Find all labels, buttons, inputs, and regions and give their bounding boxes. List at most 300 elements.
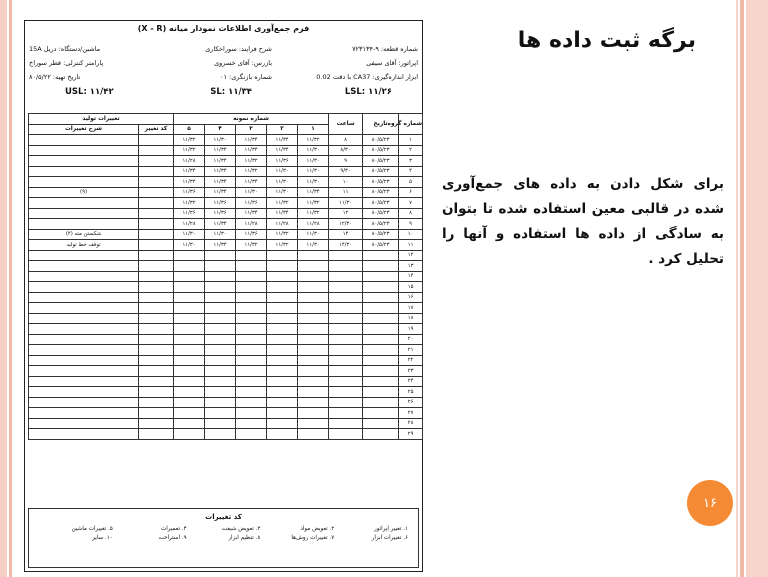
- sample-cell: ۱۱/۳۰: [236, 187, 267, 198]
- change-code-item: ۲. تعویض مواد: [300, 526, 335, 532]
- empty-cell: [267, 292, 298, 303]
- group-cell: ۳: [399, 156, 423, 167]
- right-decor-stripe-thinner: [736, 0, 738, 577]
- table-row: [29, 156, 423, 167]
- col-time: ساعت: [329, 114, 363, 135]
- page-number-badge: ۱۶: [687, 480, 733, 526]
- time-cell: ۱۱/۳۰: [329, 198, 363, 209]
- empty-cell: [236, 408, 267, 419]
- sample-cell: ۱۱/۳۲: [267, 198, 298, 209]
- empty-cell: [329, 408, 363, 419]
- usl-value: USL: ۱۱/۴۲: [65, 87, 114, 97]
- empty-cell: [267, 303, 298, 314]
- empty-cell: [29, 250, 139, 261]
- sample-cell: ۱۱/۳۶: [205, 198, 236, 209]
- empty-cell: [29, 324, 139, 335]
- change-code-cell: [139, 198, 174, 209]
- date-cell: ۸۰/۵/۲۳: [363, 208, 399, 219]
- col-sample-4: ۴: [205, 124, 236, 135]
- empty-cell: [236, 366, 267, 377]
- sample-cell: ۱۱/۳۰: [205, 135, 236, 146]
- empty-cell: [267, 408, 298, 419]
- group-cell: ۴: [399, 166, 423, 177]
- empty-cell: [329, 303, 363, 314]
- table-row: [29, 313, 423, 324]
- data-table: [28, 113, 423, 440]
- sample-cell: ۱۱/۳۴: [236, 135, 267, 146]
- sample-cell: ۱۱/۳۴: [174, 177, 205, 188]
- empty-cell: [236, 271, 267, 282]
- change-desc-cell: [29, 166, 139, 177]
- sample-cell: ۱۱/۳۶: [174, 187, 205, 198]
- sample-cell: ۱۱/۳۰: [267, 187, 298, 198]
- empty-cell: [174, 282, 205, 293]
- empty-cell: [363, 387, 399, 398]
- sample-cell: ۱۱/۳۴: [205, 187, 236, 198]
- empty-cell: [236, 282, 267, 293]
- empty-cell: [29, 334, 139, 345]
- empty-cell: [267, 366, 298, 377]
- date-cell: ۸۰/۵/۲۳: [363, 198, 399, 209]
- gauge: ابزار اندازه‌گیری: CA37 با دقت 0.02: [316, 73, 418, 81]
- group-cell: ۲۷: [399, 408, 423, 419]
- table-row: [29, 355, 423, 366]
- empty-cell: [298, 376, 329, 387]
- change-code-cell: [139, 166, 174, 177]
- table-row: [29, 250, 423, 261]
- col-date: تاریخ: [363, 114, 399, 135]
- sample-cell: ۱۱/۳۴: [205, 145, 236, 156]
- sample-cell: ۱۱/۳۰: [205, 229, 236, 240]
- col-group-no: شماره گروه: [399, 114, 423, 135]
- table-row: [29, 219, 423, 230]
- empty-cell: [139, 418, 174, 429]
- group-cell: ۱۰: [399, 229, 423, 240]
- empty-cell: [236, 345, 267, 356]
- group-cell: ۱۳: [399, 261, 423, 272]
- control-param: پارامتر کنترلی: قطر سوراخ: [29, 59, 104, 67]
- empty-cell: [329, 387, 363, 398]
- sample-cell: ۱۱/۲۸: [174, 156, 205, 167]
- empty-cell: [329, 271, 363, 282]
- empty-cell: [139, 408, 174, 419]
- group-cell: ۹: [399, 219, 423, 230]
- empty-cell: [363, 397, 399, 408]
- group-cell: ۵: [399, 177, 423, 188]
- change-desc-cell: [29, 208, 139, 219]
- empty-cell: [267, 418, 298, 429]
- group-cell: ۲: [399, 145, 423, 156]
- left-decor-stripe: [0, 0, 7, 577]
- change-code-item: ۸. تنظیم ابزار: [228, 535, 261, 541]
- group-cell: ۲۳: [399, 366, 423, 377]
- group-cell: ۱۷: [399, 303, 423, 314]
- change-code-item: ۵. تغییرات ماشین: [71, 526, 113, 532]
- empty-cell: [236, 355, 267, 366]
- time-cell: ۱۱: [329, 187, 363, 198]
- empty-cell: [363, 271, 399, 282]
- table-row: [29, 271, 423, 282]
- empty-cell: [363, 313, 399, 324]
- sample-cell: ۱۱/۳۴: [236, 145, 267, 156]
- empty-cell: [298, 345, 329, 356]
- empty-cell: [174, 387, 205, 398]
- group-cell: ۱۶: [399, 292, 423, 303]
- empty-cell: [363, 418, 399, 429]
- sample-cell: ۱۱/۳۴: [298, 187, 329, 198]
- empty-cell: [205, 313, 236, 324]
- empty-cell: [298, 261, 329, 272]
- change-desc-cell: [29, 135, 139, 146]
- col-sample-2: ۲: [267, 124, 298, 135]
- empty-cell: [205, 324, 236, 335]
- change-codes-box: [28, 508, 419, 568]
- group-cell: ۲۸: [399, 418, 423, 429]
- time-cell: ۱۴/۳۰: [329, 240, 363, 251]
- sample-cell: ۱۱/۳۶: [236, 229, 267, 240]
- empty-cell: [298, 334, 329, 345]
- empty-cell: [329, 334, 363, 345]
- date-cell: ۸۰/۵/۲۳: [363, 135, 399, 146]
- empty-cell: [329, 292, 363, 303]
- table-row: [29, 345, 423, 356]
- time-cell: ۹: [329, 156, 363, 167]
- empty-cell: [29, 345, 139, 356]
- empty-cell: [267, 250, 298, 261]
- machine: ماشین/دستگاه: دریل 15A: [29, 45, 101, 53]
- change-code-item: ۶. تغییرات ابزار: [371, 535, 408, 541]
- empty-cell: [236, 261, 267, 272]
- empty-cell: [267, 334, 298, 345]
- empty-cell: [329, 261, 363, 272]
- group-cell: ۶: [399, 187, 423, 198]
- empty-cell: [174, 292, 205, 303]
- empty-cell: [236, 313, 267, 324]
- group-cell: ۱: [399, 135, 423, 146]
- change-code-item: ۹. استراحت: [158, 535, 187, 541]
- empty-cell: [363, 250, 399, 261]
- empty-cell: [139, 303, 174, 314]
- codes-title: کد تغییرات: [205, 513, 242, 521]
- empty-cell: [267, 429, 298, 440]
- empty-cell: [29, 387, 139, 398]
- slide-title: برگه ثبت داده ها: [517, 28, 696, 53]
- sample-cell: ۱۱/۳۲: [267, 240, 298, 251]
- group-cell: ۲۱: [399, 345, 423, 356]
- empty-cell: [363, 282, 399, 293]
- empty-cell: [29, 366, 139, 377]
- table-row: [29, 145, 423, 156]
- change-code-cell: [139, 145, 174, 156]
- table-row: [29, 187, 423, 198]
- empty-cell: [174, 313, 205, 324]
- group-cell: ۷: [399, 198, 423, 209]
- empty-cell: [29, 271, 139, 282]
- empty-cell: [236, 418, 267, 429]
- time-cell: ۸: [329, 135, 363, 146]
- col-change-desc: شرح تغییرات: [29, 124, 139, 135]
- empty-cell: [236, 429, 267, 440]
- empty-cell: [298, 355, 329, 366]
- empty-cell: [267, 313, 298, 324]
- group-cell: ۲۲: [399, 355, 423, 366]
- sample-cell: ۱۱/۳۲: [174, 135, 205, 146]
- empty-cell: [29, 418, 139, 429]
- sample-cell: ۱۱/۳۰: [298, 229, 329, 240]
- empty-cell: [298, 366, 329, 377]
- empty-cell: [205, 387, 236, 398]
- time-cell: ۱۲/۳۰: [329, 219, 363, 230]
- left-decor-stripe-thin: [9, 0, 12, 577]
- empty-cell: [205, 355, 236, 366]
- empty-cell: [29, 408, 139, 419]
- empty-cell: [267, 324, 298, 335]
- table-row: [29, 324, 423, 335]
- sample-cell: ۱۱/۳۴: [205, 166, 236, 177]
- change-code-item: ۳. تعویض شیفت: [221, 526, 261, 532]
- sample-cell: ۱۱/۳۴: [267, 135, 298, 146]
- sample-cell: ۱۱/۳۶: [236, 198, 267, 209]
- empty-cell: [329, 250, 363, 261]
- operator: اپراتور: آقای سیفی: [366, 59, 418, 67]
- form-title: فرم جمع‌آوری اطلاعات نمودار میانه (X - R): [137, 24, 310, 33]
- table-row: [29, 135, 423, 146]
- sample-cell: ۱۱/۲۸: [267, 219, 298, 230]
- empty-cell: [29, 355, 139, 366]
- change-code-cell: [139, 208, 174, 219]
- table-row: [29, 166, 423, 177]
- sample-cell: ۱۱/۳۲: [174, 198, 205, 209]
- empty-cell: [139, 376, 174, 387]
- table-row: [29, 292, 423, 303]
- group-cell: ۲۶: [399, 397, 423, 408]
- empty-cell: [298, 418, 329, 429]
- empty-cell: [139, 250, 174, 261]
- empty-cell: [174, 250, 205, 261]
- inspection-number: شماره بازنگری: ۰۱: [219, 73, 272, 81]
- col-sample-3: ۳: [236, 124, 267, 135]
- empty-cell: [329, 282, 363, 293]
- right-decor-stripe: [746, 0, 768, 577]
- sample-cell: ۱۱/۳۲: [236, 166, 267, 177]
- col-prod-changes: تغییرات تولید: [29, 114, 174, 125]
- sample-cell: ۱۱/۳۲: [298, 208, 329, 219]
- sample-cell: ۱۱/۲۸: [236, 219, 267, 230]
- empty-cell: [363, 366, 399, 377]
- sample-cell: ۱۱/۳۴: [236, 177, 267, 188]
- empty-cell: [205, 418, 236, 429]
- sample-cell: ۱۱/۳۴: [205, 177, 236, 188]
- table-row: [29, 376, 423, 387]
- empty-cell: [298, 303, 329, 314]
- prep-date: تاریخ تهیه: ۸۰/۵/۲۲: [29, 73, 81, 81]
- empty-cell: [205, 334, 236, 345]
- empty-cell: [139, 334, 174, 345]
- empty-cell: [205, 366, 236, 377]
- data-collection-form: [24, 20, 423, 572]
- sl-value: SL: ۱۱/۳۴: [210, 87, 252, 97]
- empty-cell: [363, 334, 399, 345]
- table-row: [29, 418, 423, 429]
- empty-cell: [298, 324, 329, 335]
- empty-cell: [139, 282, 174, 293]
- empty-cell: [267, 397, 298, 408]
- date-cell: ۸۰/۵/۲۳: [363, 187, 399, 198]
- sample-cell: ۱۱/۳۲: [267, 229, 298, 240]
- change-code-cell: [139, 219, 174, 230]
- date-cell: ۸۰/۵/۲۳: [363, 240, 399, 251]
- empty-cell: [29, 282, 139, 293]
- table-row: [29, 177, 423, 188]
- sample-cell: ۱۱/۳۰: [174, 240, 205, 251]
- empty-cell: [29, 397, 139, 408]
- empty-cell: [174, 261, 205, 272]
- sample-cell: ۱۱/۳۰: [298, 240, 329, 251]
- empty-cell: [363, 345, 399, 356]
- empty-cell: [29, 429, 139, 440]
- date-cell: ۸۰/۵/۲۳: [363, 156, 399, 167]
- empty-cell: [298, 387, 329, 398]
- time-cell: ۱۲: [329, 208, 363, 219]
- group-cell: ۱۵: [399, 282, 423, 293]
- empty-cell: [29, 261, 139, 272]
- date-cell: ۸۰/۵/۲۳: [363, 166, 399, 177]
- sample-cell: ۱۱/۳۲: [236, 156, 267, 167]
- time-cell: ۱۰: [329, 177, 363, 188]
- empty-cell: [205, 345, 236, 356]
- empty-cell: [139, 397, 174, 408]
- group-cell: ۱۲: [399, 250, 423, 261]
- empty-cell: [363, 261, 399, 272]
- empty-cell: [174, 345, 205, 356]
- col-change-code: کد تغییر: [139, 124, 174, 135]
- empty-cell: [174, 376, 205, 387]
- empty-cell: [236, 324, 267, 335]
- empty-cell: [205, 282, 236, 293]
- empty-cell: [139, 429, 174, 440]
- group-cell: ۲۵: [399, 387, 423, 398]
- change-code-cell: [139, 156, 174, 167]
- table-row: [29, 334, 423, 345]
- group-cell: ۱۹: [399, 324, 423, 335]
- empty-cell: [236, 250, 267, 261]
- empty-cell: [363, 376, 399, 387]
- change-code-item: ۱. تغییر اپراتور: [374, 526, 408, 532]
- empty-cell: [363, 324, 399, 335]
- empty-cell: [298, 313, 329, 324]
- empty-cell: [329, 376, 363, 387]
- empty-cell: [363, 292, 399, 303]
- empty-cell: [205, 250, 236, 261]
- change-desc-cell: (۹): [29, 187, 139, 198]
- empty-cell: [29, 292, 139, 303]
- change-code-item: ۱۰. سایر: [92, 535, 113, 541]
- date-cell: ۸۰/۵/۲۳: [363, 145, 399, 156]
- empty-cell: [298, 292, 329, 303]
- empty-cell: [174, 429, 205, 440]
- empty-cell: [298, 282, 329, 293]
- empty-cell: [205, 408, 236, 419]
- group-cell: ۱۴: [399, 271, 423, 282]
- empty-cell: [205, 303, 236, 314]
- group-cell: ۲۹: [399, 429, 423, 440]
- table-row: [29, 261, 423, 272]
- empty-cell: [236, 376, 267, 387]
- empty-cell: [298, 408, 329, 419]
- change-desc-cell: [29, 219, 139, 230]
- empty-cell: [329, 429, 363, 440]
- table-row: [29, 366, 423, 377]
- sample-cell: ۱۱/۳۴: [236, 208, 267, 219]
- sample-cell: ۱۱/۳۲: [174, 145, 205, 156]
- inspector: بازرس: آقای خسروی: [214, 59, 272, 67]
- slide-body: برای شکل دادن به داده های جمع‌آوری شده در قالبی معین استفاده شده تا بتوان به سادگی از داده ها استفاده و آنها را تحلیل کرد .: [442, 176, 724, 267]
- empty-cell: [139, 355, 174, 366]
- empty-cell: [174, 397, 205, 408]
- empty-cell: [236, 292, 267, 303]
- empty-cell: [205, 292, 236, 303]
- empty-cell: [329, 418, 363, 429]
- empty-cell: [29, 313, 139, 324]
- table-row: [29, 408, 423, 419]
- sample-cell: ۱۱/۳۶: [174, 208, 205, 219]
- sample-cell: ۱۱/۳۰: [174, 229, 205, 240]
- empty-cell: [174, 418, 205, 429]
- col-sample-1: ۱: [298, 124, 329, 135]
- empty-cell: [174, 408, 205, 419]
- empty-cell: [329, 324, 363, 335]
- sample-cell: ۱۱/۳۴: [267, 145, 298, 156]
- group-cell: ۲۴: [399, 376, 423, 387]
- change-code-item: ۴. تعمیرات: [160, 526, 187, 532]
- part-number: شماره قطعه: ۹-۷۲۳۱۳۴: [352, 45, 418, 53]
- date-cell: ۸۰/۵/۲۳: [363, 229, 399, 240]
- empty-cell: [174, 271, 205, 282]
- empty-cell: [329, 366, 363, 377]
- sample-cell: ۱۱/۳۴: [205, 219, 236, 230]
- empty-cell: [205, 261, 236, 272]
- empty-cell: [267, 376, 298, 387]
- empty-cell: [267, 261, 298, 272]
- empty-cell: [329, 313, 363, 324]
- sample-cell: ۱۱/۳۲: [236, 240, 267, 251]
- change-desc-cell: [29, 177, 139, 188]
- empty-cell: [298, 250, 329, 261]
- empty-cell: [139, 313, 174, 324]
- group-cell: ۱۱: [399, 240, 423, 251]
- sample-cell: ۱۱/۳۴: [205, 240, 236, 251]
- sample-cell: ۱۱/۳۶: [267, 156, 298, 167]
- change-code-cell: [139, 229, 174, 240]
- table-row: [29, 387, 423, 398]
- empty-cell: [363, 303, 399, 314]
- time-cell: ۹/۳۰: [329, 166, 363, 177]
- date-cell: ۸۰/۵/۲۳: [363, 219, 399, 230]
- sample-cell: ۱۱/۳۰: [267, 166, 298, 177]
- empty-cell: [139, 366, 174, 377]
- date-cell: ۸۰/۵/۲۳: [363, 177, 399, 188]
- process-desc: شرح فرایند: سوراخکاری: [205, 45, 272, 53]
- table-row: [29, 303, 423, 314]
- empty-cell: [236, 387, 267, 398]
- change-code-cell: [139, 135, 174, 146]
- time-cell: ۱۴: [329, 229, 363, 240]
- sample-cell: ۱۱/۳۰: [298, 177, 329, 188]
- sample-cell: ۱۱/۳۴: [205, 156, 236, 167]
- col-sample-5: ۵: [174, 124, 205, 135]
- empty-cell: [29, 376, 139, 387]
- sample-cell: ۱۱/۳۴: [267, 208, 298, 219]
